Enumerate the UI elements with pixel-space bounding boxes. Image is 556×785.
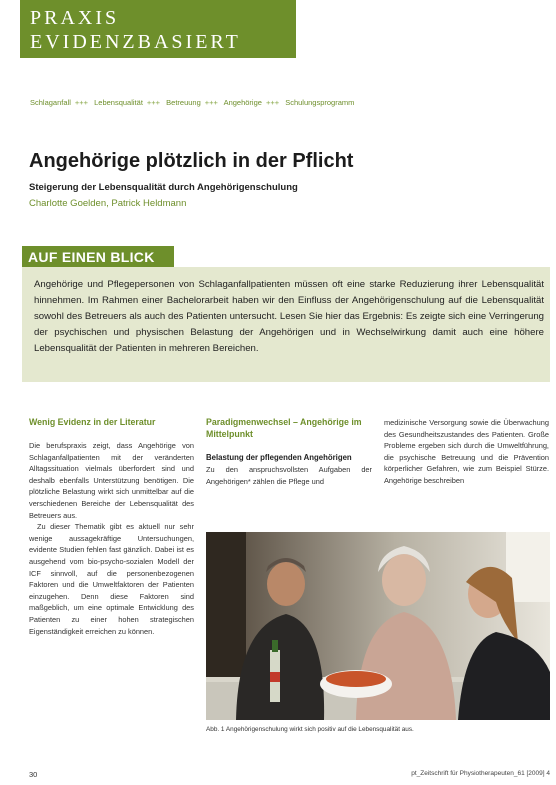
article-authors: Charlotte Goelden, Patrick Heldmann	[29, 198, 187, 209]
tag-separator: +++	[146, 98, 161, 107]
paragraph: medizinische Versorgung sowie die Überwachung des Gesundheitszustandes des Patienten. Große Probleme ergeben sich durch die Umweltführung, die psychische Betreuung und die Prävention körperlicher Gefahren, wie zum Beispiel Stürze. Angehörige beschreiben	[384, 418, 549, 485]
glance-text: Angehörige und Pflegepersonen von Schlaganfallpatienten müssen oft eine starke Reduzierung ihrer Lebensqualität hinnehmen. Im Rahmen einer Bachelorarbeit haben wir den Einfluss der Angehörigenschulung auf die Lebensqualität sowohl des Betreuers als auch des Patienten untersucht. Lesen Sie hier das Ergebnis: Es zeigte sich eine Verringerung der psychischen und physischen Belastung der Angehörigen und in Wechselwirkung damit auch eine höhere Lebensqualität der Patienten in mehreren Bereichen.	[34, 279, 544, 354]
banner-line-1: PRAXIS	[30, 7, 120, 29]
column-1	[29, 416, 194, 637]
tag-separator: +++	[265, 98, 280, 107]
tag-item: Schulungsprogramm	[285, 98, 355, 107]
page-number: 30	[29, 770, 38, 779]
article-photo	[206, 532, 550, 720]
column-3	[384, 417, 549, 487]
photo-caption: Abb. 1 Angehörigenschulung wirkt sich positiv auf die Lebensqualität aus.	[206, 726, 414, 733]
photo-illustration	[206, 532, 550, 720]
tag-separator: +++	[204, 98, 218, 107]
paragraph: Zu dieser Thematik gibt es aktuell nur sehr wenige aussagekräftige Untersuchungen, evidente Studien fehlen fast gänzlich. Dabei ist es ausgehend vom bio-psycho-sozialen Modell der ICF sinnvoll, auf die personenbezogenen Faktoren und die Umweltfaktoren der Patienten einzugehen. Denn diese Faktoren sind maßgeblich, um eine optimale Entwicklung des Patienten zu einer hohen strategischen Eigenständigkeit erreichen zu können.	[29, 522, 194, 636]
subsection-heading: Belastung der pflegenden Angehörigen	[206, 453, 352, 462]
section-banner	[20, 0, 296, 58]
section-heading: Wenig Evidenz in der Literatur	[29, 417, 156, 427]
tag-item: Betreuung	[166, 98, 201, 107]
glance-box	[22, 267, 550, 382]
paragraph: Zu den anspruchsvollsten Aufgaben der Angehörigen* zählen die Pflege und	[206, 465, 372, 486]
column-2	[206, 416, 372, 487]
journal-reference: pt_Zeitschrift für Physiotherapeuten_61 [2009] 4	[411, 770, 550, 777]
glance-label: AUF EINEN BLICK	[22, 246, 174, 268]
paragraph: Die berufspraxis zeigt, dass Angehörige von Schlaganfallpatienten mit der veränderten Alltagssituation vielmals überfordert sind und deshalb ebenfalls Unterstützung benötigen. Die plötzliche Belastung wirkt sich unmittelbar auf die verschiedenen Bereiche der Lebensqualität des Betreuers aus.	[29, 441, 194, 520]
article-subtitle: Steigerung der Lebensqualität durch Angehörigenschulung	[29, 182, 298, 193]
tag-item: Schlaganfall	[30, 98, 71, 107]
banner-line-2: EVIDENZBASIERT	[30, 31, 241, 53]
section-heading: Paradigmenwechsel – Angehörige im Mittelpunkt	[206, 417, 362, 439]
keyword-tags	[30, 98, 530, 107]
tag-item: Lebensqualität	[94, 98, 143, 107]
tag-separator: +++	[74, 98, 89, 107]
tag-item: Angehörige	[223, 98, 262, 107]
article-title: Angehörige plötzlich in der Pflicht	[29, 150, 354, 172]
